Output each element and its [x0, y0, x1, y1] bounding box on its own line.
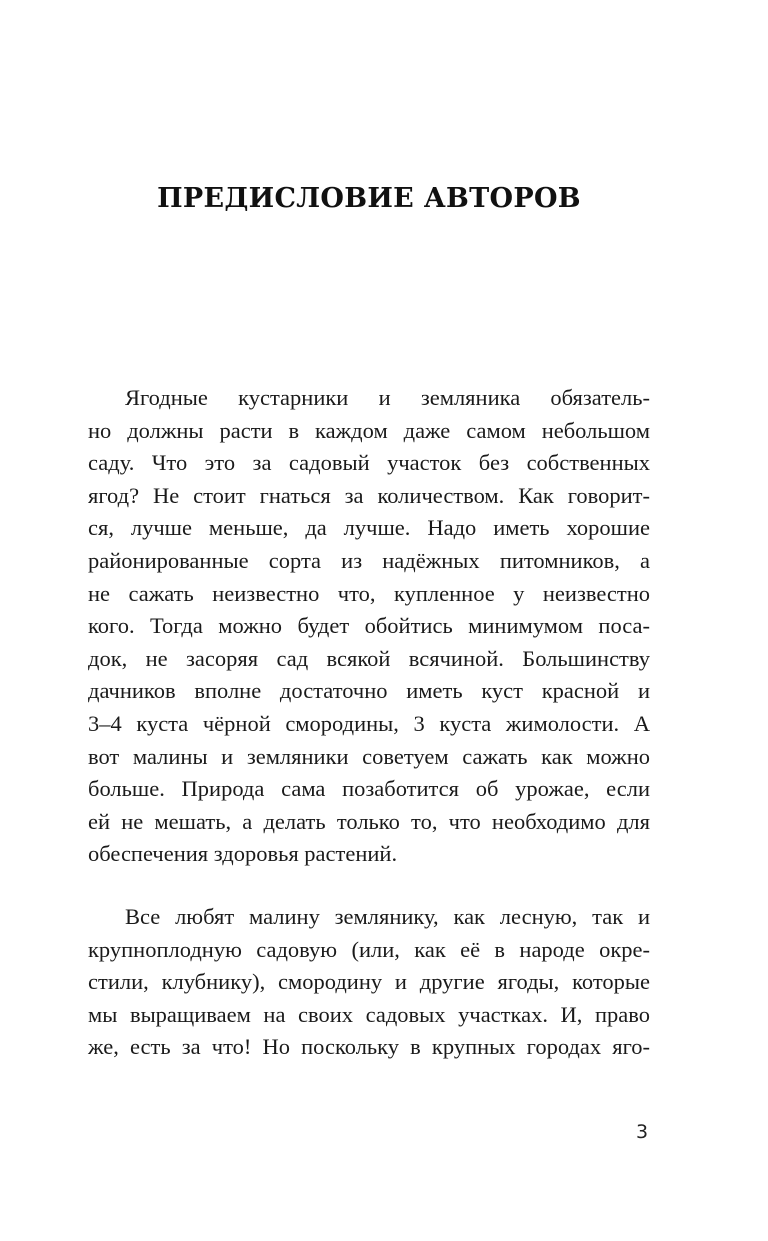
page-title: ПРЕДИСЛОВИЕ АВТОРОВ: [157, 183, 581, 214]
text-line: дачников вполне достаточно иметь куст красной и: [88, 678, 650, 704]
paragraph-1: [88, 382, 650, 871]
text-line: не сажать неизвестно что, купленное у неизвестно: [88, 580, 650, 606]
page-number: 3: [636, 1121, 649, 1143]
text-line: саду. Что это за садовый участок без собственных: [88, 450, 650, 476]
text-line: районированные сорта из надёжных питомников, а: [88, 547, 650, 573]
text-line: ся, лучше меньше, да лучше. Надо иметь хорошие: [88, 515, 650, 541]
text-line: стили, клубнику), смородину и другие ягоды, которые: [88, 969, 650, 995]
paragraph-2: [88, 901, 650, 1064]
text-line: крупноплодную садовую (или, как её в народе окре-: [88, 936, 650, 962]
text-line: вот малины и земляники советуем сажать как можно: [88, 743, 650, 769]
text-line: док, не засоряя сад всякой всячиной. Большинству: [88, 645, 650, 671]
text-line: но должны расти в каждом даже самом небольшом: [88, 417, 650, 443]
text-line: мы выращиваем на своих садовых участках. И, право: [88, 1001, 650, 1027]
text-line: 3–4 куста чёрной смородины, 3 куста жимолости. А: [88, 710, 650, 736]
text-line: обеспечения здоровья растений.: [88, 841, 398, 867]
text-line: ягод? Не стоит гнаться за количеством. Как говорит-: [88, 482, 650, 508]
text-line: же, есть за что! Но поскольку в крупных городах яго-: [88, 1034, 650, 1060]
text-line: кого. Тогда можно будет обойтись минимумом поса-: [88, 613, 650, 639]
text-line: Ягодные кустарники и земляника обязатель-: [125, 385, 650, 410]
text-line: ей не мешать, а делать только то, что необходимо для: [88, 808, 650, 834]
text-line: больше. Природа сама позаботится об урожае, если: [88, 776, 650, 802]
text-line: Все любят малину землянику, как лесную, так и: [125, 904, 650, 929]
